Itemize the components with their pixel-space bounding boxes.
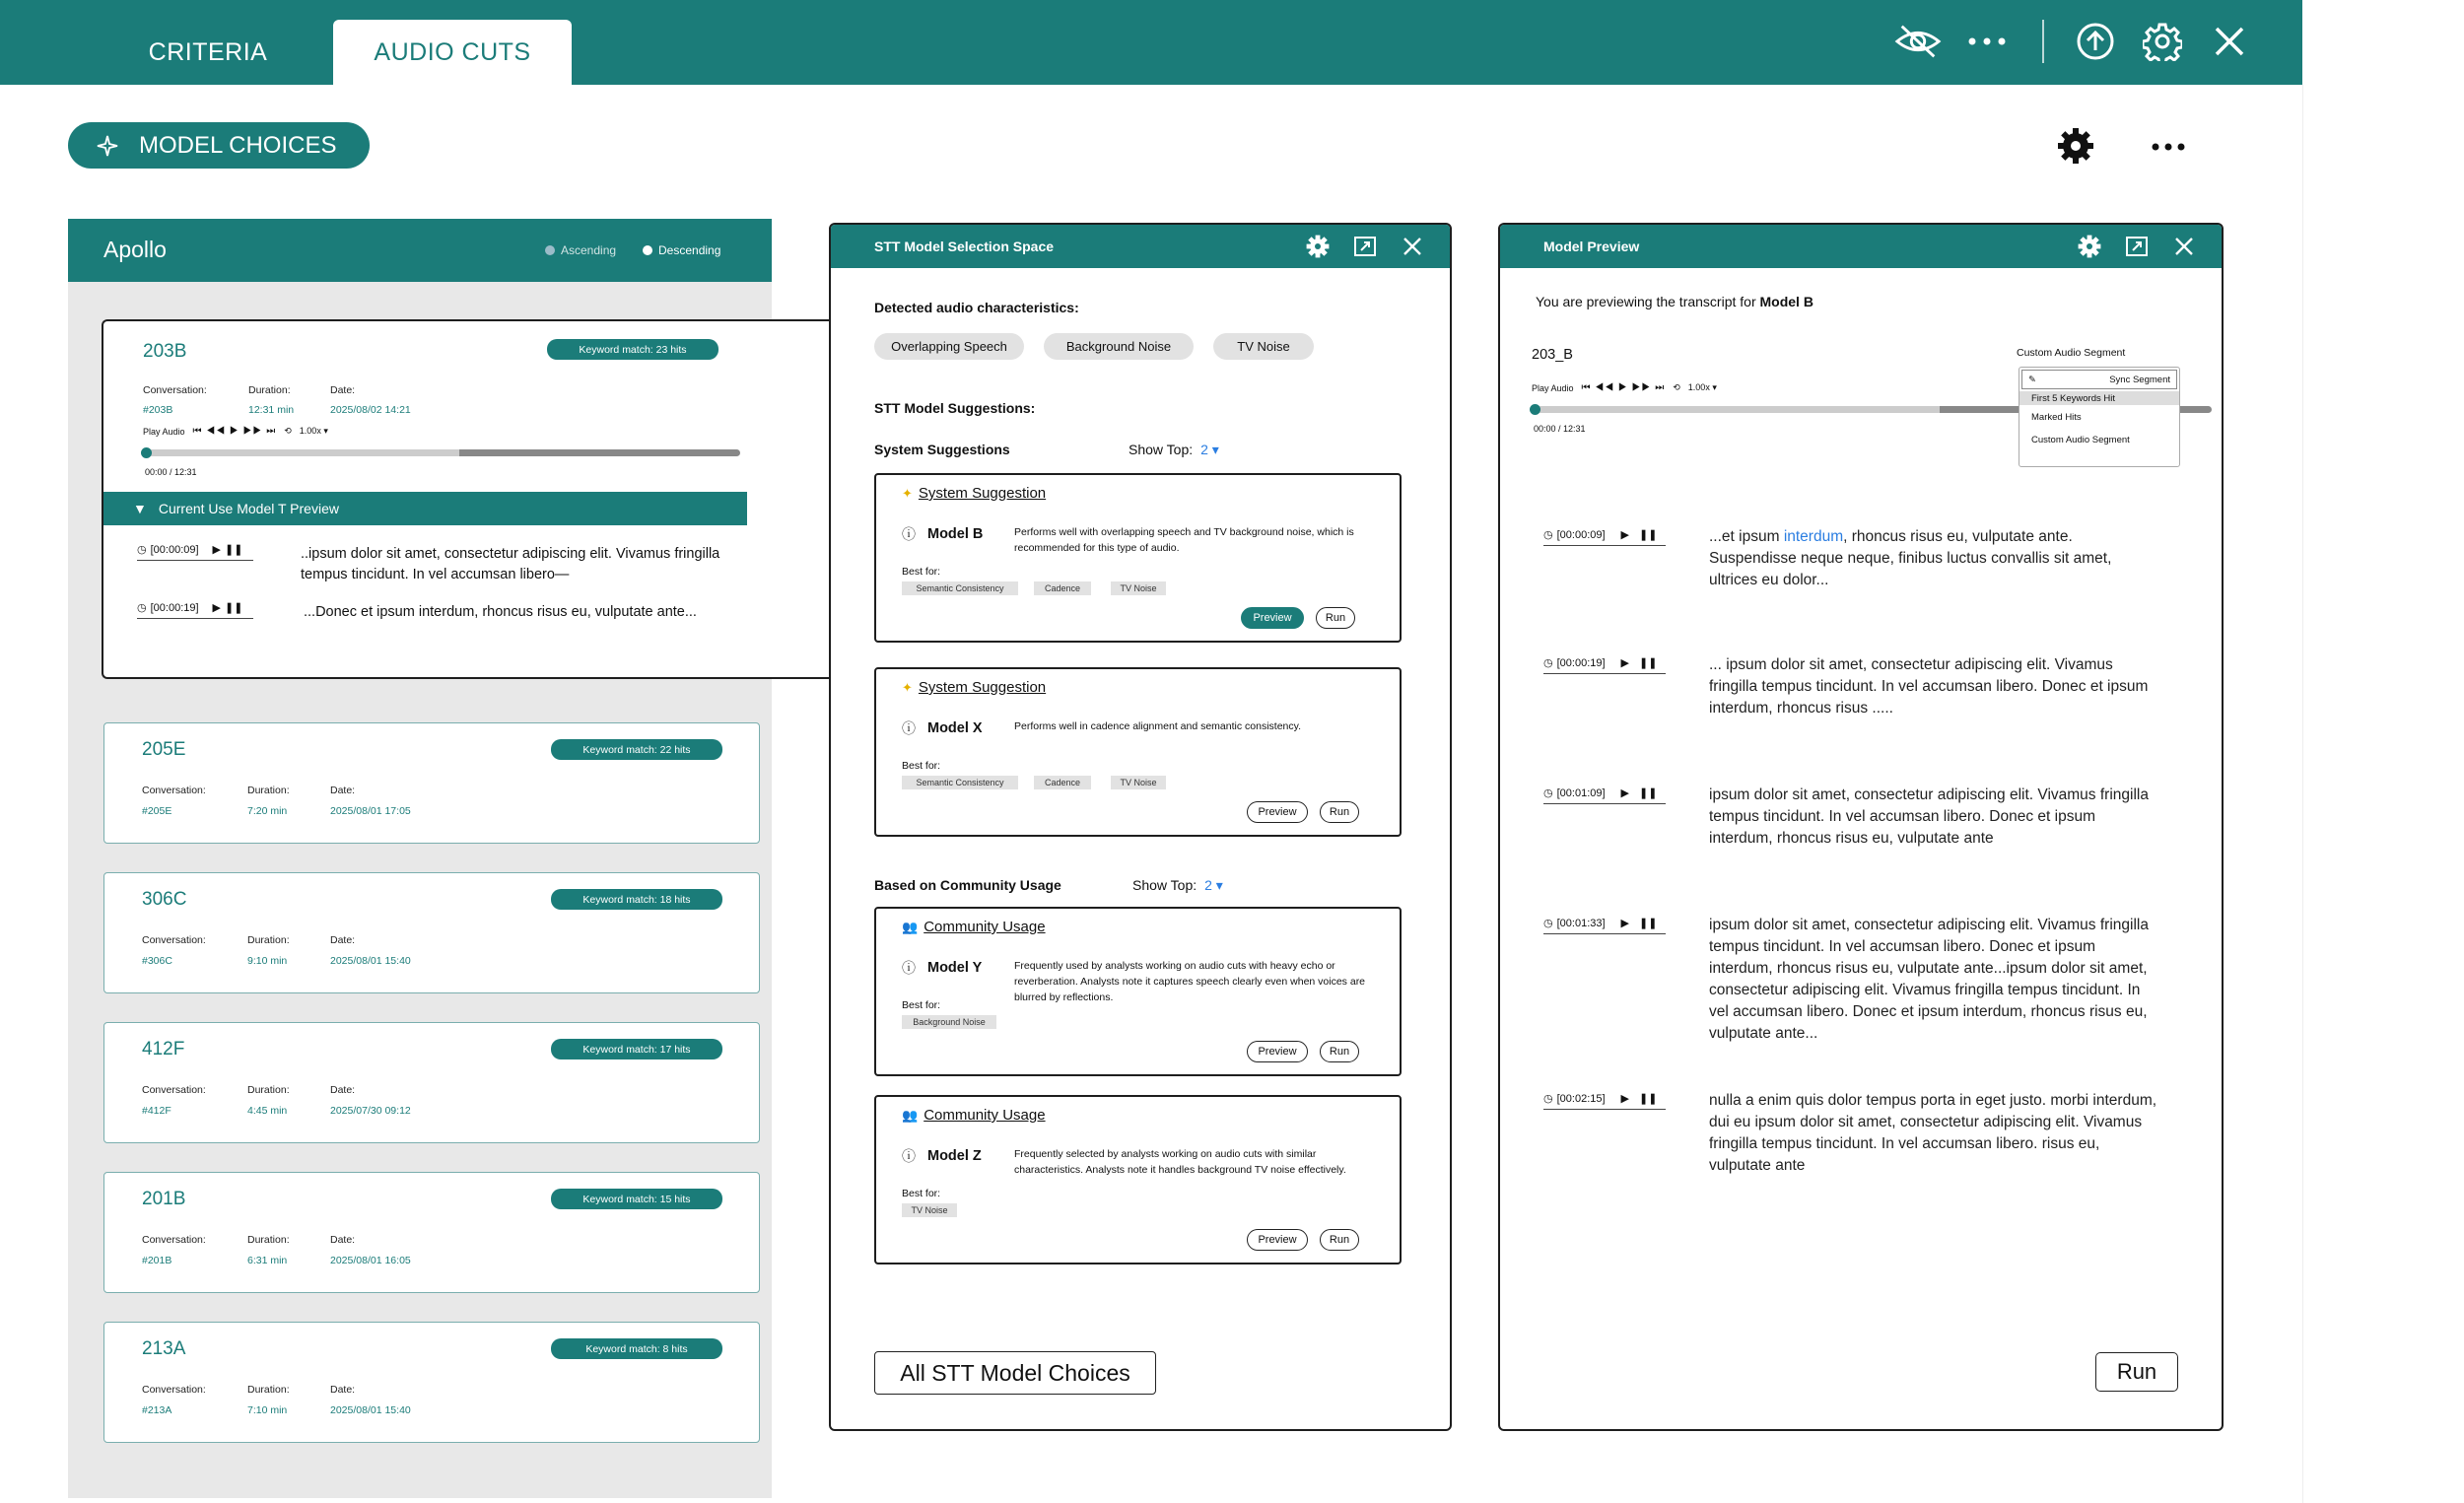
transcript-line	[137, 601, 253, 619]
clock-icon: ◷	[1543, 529, 1553, 541]
keyword-badge: Keyword match: 8 hits	[551, 1338, 722, 1359]
tab-audio-cuts[interactable]: AUDIO CUTS	[333, 20, 572, 85]
conversation-label: Conversation:	[142, 934, 206, 946]
model-name-row	[902, 1146, 982, 1166]
conversation-label: Conversation:	[142, 1084, 206, 1096]
close-icon[interactable]	[1403, 237, 1422, 256]
timestamp-player[interactable]: ◷ [00:00:09] ▶ ❚❚	[1543, 528, 1658, 541]
best-for-label: Best for:	[902, 999, 941, 1011]
date-value: 2025/08/01 16:05	[330, 1255, 411, 1266]
card-title: 201B	[142, 1189, 186, 1209]
date-label: Date:	[330, 1384, 356, 1396]
run-button[interactable]: Run	[1320, 1041, 1359, 1062]
gear-icon[interactable]	[2056, 126, 2095, 166]
date-value: 2025/08/01 15:40	[330, 955, 411, 967]
dropdown-item[interactable]: First 5 Keywords Hit	[2019, 391, 2179, 405]
info-icon[interactable]: ⓘ	[902, 526, 916, 542]
date-label: Date:	[330, 1084, 356, 1096]
date-value: 2025/08/01 15:40	[330, 1404, 411, 1416]
card-title: 203B	[143, 341, 187, 362]
conversation-id: #412F	[142, 1105, 171, 1117]
users-icon: 👥	[902, 919, 919, 934]
run-button[interactable]: Run	[1320, 801, 1359, 823]
window-header	[831, 225, 1450, 268]
transcript-text: ipsum dolor sit amet, consectetur adipiscing elit. Vivamus fringilla tempus tincidunt. In vel accumsan libero. Donec et ipsum interdum, rhoncus risus eu, vulputate ante...ipsum dolor sit amet, consectetur adipiscing elit. Vivamus fringilla tempus tincidunt. In vel accumsan libero. Donec et ipsum interdum, rhoncus risus eu, vulputate ante...	[1709, 917, 2149, 1042]
card-title: 213A	[142, 1338, 186, 1359]
transcript-text: nulla a enim quis dolor tempus porta in eget justo. morbi interdum, dui eu ipsum dolor sit amet, consectetur adipiscing elit. Vivamus fringilla tempus tincidunt. In vel accumsan libero. risus eu, vulputate ante	[1709, 1092, 2157, 1174]
sparkle-icon: ✦	[902, 679, 913, 695]
best-for-label: Best for:	[902, 760, 941, 772]
conversation-card[interactable]	[103, 1172, 760, 1293]
tag: TV Noise	[1111, 581, 1166, 595]
show-top-select[interactable]: Show Top: 2 ▾	[1129, 442, 1219, 457]
page-edge	[2302, 85, 2303, 1503]
transcript-text: ... ipsum dolor sit amet, consectetur adipiscing elit. Vivamus fringilla tempus tincidunt. In vel accumsan libero. Donec et ipsum interdum, rhoncus risus .....	[1709, 656, 2149, 717]
keyword-highlight[interactable]: interdum	[1783, 528, 1844, 545]
model-choices-label: MODEL CHOICES	[139, 131, 337, 159]
suggestion-heading[interactable]: ✦ System Suggestion	[902, 485, 1047, 502]
loop-icon[interactable]: ⟲	[1673, 382, 1680, 392]
preview-button[interactable]: Preview	[1247, 1229, 1308, 1251]
keyword-badge: Keyword match: 22 hits	[551, 739, 722, 760]
duration-value: 7:10 min	[247, 1404, 288, 1416]
clock-icon: ◷	[1543, 918, 1553, 929]
best-for-label: Best for:	[902, 566, 941, 578]
audio-progress-bar[interactable]	[143, 449, 740, 456]
model-name: Model Y	[927, 960, 983, 976]
card-title: 412F	[142, 1039, 185, 1059]
timestamp-player[interactable]: ◷ [00:00:19] ▶ ❚❚	[1543, 656, 1658, 669]
window-header	[1500, 225, 2222, 268]
info-icon[interactable]: ⓘ	[902, 720, 916, 736]
conversation-label: Conversation:	[143, 384, 207, 396]
card-title: 306C	[142, 889, 187, 910]
card-title: 205E	[142, 739, 186, 760]
sort-descending[interactable]: Descending	[643, 243, 720, 257]
conversation-id: #213A	[142, 1404, 172, 1416]
conversation-label: Conversation:	[142, 1234, 206, 1246]
segment-dropdown[interactable]	[2019, 367, 2180, 467]
clock-icon: ◷	[137, 602, 147, 614]
duration-label: Duration:	[247, 785, 290, 796]
model-name: Model B	[927, 526, 984, 542]
date-label: Date:	[330, 785, 356, 796]
model-name: Model X	[927, 720, 983, 736]
date-value: 2025/07/30 09:12	[330, 1105, 411, 1117]
info-icon[interactable]: ⓘ	[902, 1148, 916, 1164]
play-audio-label: Play Audio	[143, 426, 185, 437]
suggestions-label: STT Model Suggestions:	[874, 400, 1036, 416]
sync-segment-option[interactable]: ✎ Sync Segment	[2021, 370, 2177, 389]
upload-icon[interactable]	[2072, 18, 2119, 65]
best-for-label: Best for:	[902, 1188, 941, 1199]
play-audio-label: Play Audio	[1532, 382, 1574, 393]
sort-ascending[interactable]: Ascending	[545, 243, 616, 257]
pencil-icon: ✎	[2028, 374, 2036, 385]
model-description: Frequently used by analysts working on audio cuts with heavy echo or reverberation. Analysts note it captures speech clearly even when voices are blurred by reflections.	[1014, 960, 1366, 1003]
community-usage-label: Based on Community Usage	[874, 877, 1061, 893]
run-button[interactable]: Run	[1320, 1229, 1359, 1251]
users-icon: 👥	[902, 1107, 919, 1123]
model-name-row	[902, 524, 983, 544]
transcript-text: ipsum dolor sit amet, consectetur adipiscing elit. Vivamus fringilla tempus tincidunt. In vel accumsan libero. Donec et ipsum interdum, rhoncus risus eu, vulputate ante	[1709, 786, 2149, 847]
close-icon[interactable]	[2174, 237, 2194, 256]
timestamp-player[interactable]: ◷ [00:00:09] ▶ ❚❚	[137, 543, 243, 556]
conversation-id: #203B	[143, 404, 173, 416]
conversation-id: #306C	[142, 955, 172, 967]
model-name-row	[902, 958, 982, 978]
expand-icon[interactable]	[2125, 235, 2149, 258]
transcript-line	[137, 543, 253, 561]
audio-time: 00:00 / 12:31	[1534, 424, 1586, 434]
suggestion-heading[interactable]: 👥 Community Usage	[902, 919, 1046, 935]
stt-model-selection-window	[829, 223, 1452, 1431]
gear-icon[interactable]	[1306, 235, 1330, 258]
custom-segment-label: Custom Audio Segment	[2017, 347, 2126, 359]
more-horizontal-icon[interactable]	[1963, 18, 2011, 65]
system-suggestions-label: System Suggestions	[874, 442, 1010, 457]
info-icon[interactable]: ⓘ	[902, 960, 916, 976]
clock-icon: ◷	[1543, 1093, 1553, 1105]
model-description: Frequently selected by analysts working on audio cuts with similar characteristics. Analysts note it handles background TV noise effectively.	[1014, 1148, 1346, 1176]
keyword-badge: Keyword match: 18 hits	[551, 889, 722, 910]
preview-button[interactable]: Preview	[1241, 607, 1304, 629]
transcript-line	[1543, 656, 1666, 674]
transcript-line	[1543, 528, 1666, 546]
dropdown-item[interactable]: Custom Audio Segment	[2031, 434, 2130, 445]
model-suggestion-card	[874, 667, 1402, 837]
date-label: Date:	[330, 934, 356, 946]
model-description: Performs well with overlapping speech and TV background noise, which is recommended for this type of audio.	[1014, 526, 1354, 554]
show-top-select[interactable]: Show Top: 2 ▾	[1132, 877, 1223, 893]
model-choices-button[interactable]	[68, 122, 370, 169]
chip[interactable]: Background Noise	[1044, 333, 1194, 360]
transcript-line	[1543, 786, 1666, 804]
all-model-choices-button[interactable]: All STT Model Choices	[874, 1351, 1156, 1395]
duration-value: 12:31 min	[248, 404, 295, 416]
window-title: STT Model Selection Space	[874, 239, 1055, 254]
model-suggestion-card	[874, 1095, 1402, 1264]
expand-icon[interactable]	[1353, 235, 1377, 258]
list-header	[68, 219, 772, 282]
gear-icon[interactable]	[2078, 235, 2101, 258]
duration-label: Duration:	[247, 1084, 290, 1096]
preview-intro: You are previewing the transcript for Model B	[1536, 294, 1814, 309]
model-suggestion-card	[874, 907, 1402, 1076]
conversation-id: #201B	[142, 1255, 172, 1266]
keyword-badge: Keyword match: 23 hits	[547, 339, 719, 360]
list-title: Apollo	[103, 237, 167, 262]
date-label: Date:	[330, 1234, 356, 1246]
duration-value: 7:20 min	[247, 805, 288, 817]
duration-label: Duration:	[247, 1384, 290, 1396]
conversation-card[interactable]	[103, 722, 760, 844]
tag: Cadence	[1034, 581, 1091, 595]
playback-controls-icon[interactable]: ⏮ ◀◀ ▶ ▶▶ ⏭	[1581, 382, 1666, 393]
eye-off-icon[interactable]	[1894, 18, 1942, 65]
run-button[interactable]: Run	[1316, 607, 1355, 629]
speed-select[interactable]: 1.00x ▾	[299, 426, 328, 436]
conversation-card[interactable]	[103, 1022, 760, 1143]
clock-icon: ◷	[1543, 657, 1553, 669]
caret-down-icon: ▼	[133, 501, 147, 516]
transcript-text: ...Donec et ipsum interdum, rhoncus risus eu, vulputate ante...	[304, 604, 697, 620]
tag: Semantic Consistency	[902, 776, 1018, 789]
sparkle-icon	[96, 134, 119, 158]
window-title: Model Preview	[1543, 239, 1640, 254]
duration-value: 6:31 min	[247, 1255, 288, 1266]
duration-label: Duration:	[247, 934, 290, 946]
conversation-id: #205E	[142, 805, 172, 817]
timestamp-player[interactable]: ◷ [00:01:09] ▶ ❚❚	[1543, 786, 1658, 799]
model-name-row	[902, 718, 983, 738]
tab-criteria[interactable]: CRITERIA	[148, 37, 268, 66]
transcript-line	[1543, 917, 1666, 934]
date-value: 2025/08/02 14:21	[330, 404, 411, 416]
detected-label: Detected audio characteristics:	[874, 300, 1079, 315]
model-preview-toggle[interactable]	[103, 492, 747, 525]
dropdown-item[interactable]: Marked Hits	[2031, 411, 2082, 423]
tag: Semantic Consistency	[902, 581, 1018, 595]
transcript-text: ...et ipsum interdum, rhoncus risus eu, vulputate ante. Suspendisse neque neque, finibus luctus convallis sit amet, ultrices eu dolor...	[1709, 528, 2112, 588]
tag: Background Noise	[902, 1015, 996, 1029]
preview-title: Current Use Model T Preview	[158, 501, 339, 516]
duration-value: 4:45 min	[247, 1105, 288, 1117]
duration-label: Duration:	[247, 1234, 290, 1246]
conversation-card[interactable]	[103, 872, 760, 993]
clock-icon: ◷	[137, 544, 147, 556]
duration-label: Duration:	[248, 384, 291, 396]
model-description: Performs well in cadence alignment and semantic consistency.	[1014, 720, 1302, 732]
transcript-line	[1543, 1092, 1666, 1110]
tag: Cadence	[1034, 776, 1091, 789]
tag: TV Noise	[902, 1203, 957, 1217]
date-label: Date:	[330, 384, 356, 396]
more-horizontal-icon[interactable]	[2151, 142, 2186, 152]
divider	[2042, 20, 2044, 63]
conversation-card[interactable]	[103, 1322, 760, 1443]
chip[interactable]: TV Noise	[1213, 333, 1314, 360]
model-name: Model Z	[927, 1148, 982, 1164]
model-suggestion-card	[874, 473, 1402, 643]
clip-title: 203_B	[1532, 347, 1573, 363]
audio-player	[143, 426, 328, 437]
keyword-badge: Keyword match: 17 hits	[551, 1039, 722, 1059]
close-icon[interactable]	[2206, 18, 2253, 65]
date-value: 2025/08/01 17:05	[330, 805, 411, 817]
chip[interactable]: Overlapping Speech	[874, 333, 1024, 360]
loop-icon[interactable]: ⟲	[284, 426, 292, 436]
gear-icon[interactable]	[2139, 18, 2186, 65]
preview-button[interactable]: Preview	[1247, 1041, 1308, 1062]
model-preview-window	[1498, 223, 2224, 1431]
run-button[interactable]: Run	[2095, 1352, 2178, 1392]
clock-icon: ◷	[1543, 787, 1553, 799]
audio-time: 00:00 / 12:31	[145, 467, 197, 477]
timestamp-player[interactable]: ◷ [00:01:33] ▶ ❚❚	[1543, 917, 1658, 929]
conversation-label: Conversation:	[142, 1384, 206, 1396]
timestamp-player[interactable]: ◷ [00:00:19] ▶ ❚❚	[137, 601, 243, 614]
duration-value: 9:10 min	[247, 955, 288, 967]
sparkle-icon: ✦	[902, 485, 913, 501]
tag: TV Noise	[1111, 776, 1166, 789]
timestamp-player[interactable]: ◷ [00:02:15] ▶ ❚❚	[1543, 1092, 1658, 1105]
suggestion-heading[interactable]: 👥 Community Usage	[902, 1107, 1046, 1124]
selected-card[interactable]	[102, 319, 829, 679]
preview-button[interactable]: Preview	[1247, 801, 1308, 823]
transcript-text: ..ipsum dolor sit amet, consectetur adipiscing elit. Vivamus fringilla tempus tincidunt. In vel accumsan libero—	[301, 546, 720, 582]
audio-player	[1532, 382, 1717, 393]
playback-controls-icon[interactable]: ⏮ ◀◀ ▶ ▶▶ ⏭	[192, 426, 277, 437]
speed-select[interactable]: 1.00x ▾	[1687, 382, 1717, 392]
keyword-badge: Keyword match: 15 hits	[551, 1189, 722, 1209]
conversation-label: Conversation:	[142, 785, 206, 796]
suggestion-heading[interactable]: ✦ System Suggestion	[902, 679, 1047, 696]
